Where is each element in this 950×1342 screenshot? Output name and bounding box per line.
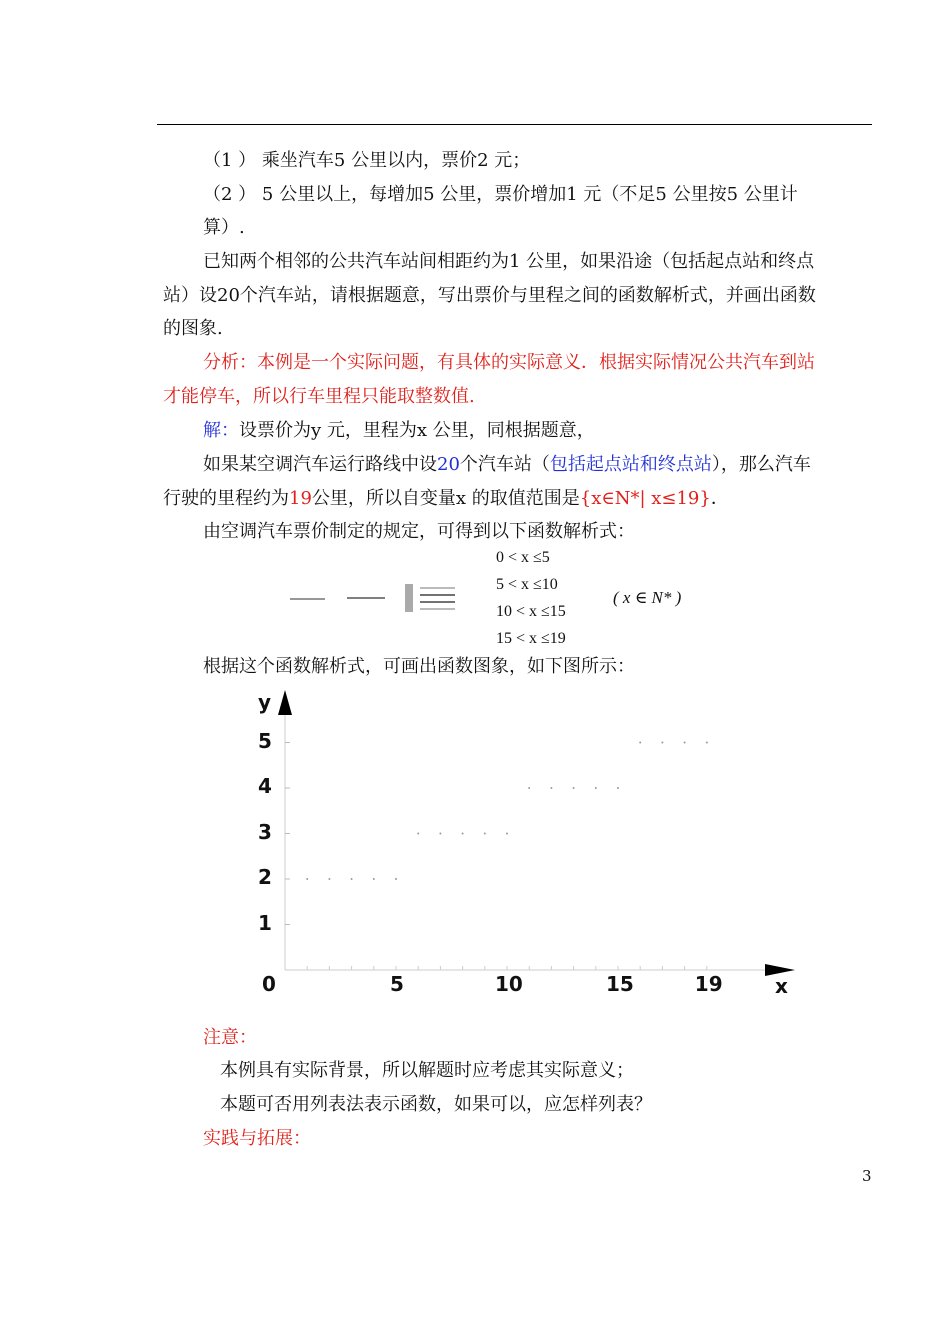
condition-range-3: 10 < x ≤15 (496, 603, 566, 620)
condition-1: （1 ） 乘坐汽车5 公里以内，票价2 元； (203, 150, 531, 171)
data-point (373, 878, 375, 880)
text-span: 个汽车站（ (459, 454, 550, 475)
highlight-19: 19 (289, 488, 312, 509)
data-point (684, 742, 686, 744)
domain-note: ( x ∈ N* ) (613, 588, 682, 607)
data-point (395, 878, 397, 880)
note-line-2: 本题可否用列表法表示函数，如果可以，应怎样列表？ (220, 1094, 652, 1115)
text-span: 如果某空调汽车运行路线中设 (203, 454, 437, 475)
condition-range-4: 15 < x ≤19 (496, 630, 566, 647)
highlight-stations: 包括起点站和终点站 (549, 454, 712, 475)
solution-label: 解： (203, 420, 239, 441)
text-span: 行驶的里程约为 (163, 488, 289, 509)
data-point (484, 833, 486, 835)
data-point (417, 833, 419, 835)
fare-chart (240, 685, 810, 1005)
text-span: 公里，所以自变量x 的取值范围是 (311, 488, 580, 509)
y-tick-label: 2 (258, 865, 272, 889)
note-label: 注意： (203, 1027, 257, 1048)
analysis-line-2: 才能停车，所以行车里程只能取整数值. (163, 386, 475, 407)
condition-range-2: 5 < x ≤10 (496, 576, 558, 593)
domain-set: {x∈N*| x≤19} (579, 488, 711, 509)
graph-intro: 根据这个函数解析式，可画出函数图象，如下图所示： (203, 656, 635, 677)
data-point (595, 787, 597, 789)
problem-line-3: 的图象. (163, 318, 223, 339)
x-tick-label: 0 (262, 972, 276, 996)
condition-2-cont: 算）. (203, 217, 245, 238)
header-rule (157, 124, 872, 125)
data-point (661, 742, 663, 744)
analysis-line-1: 分析：本例是一个实际问题，有具体的实际意义．根据实际情况公共汽车到站 (203, 352, 815, 373)
y-axis-label: y (258, 690, 272, 714)
y-tick-label: 1 (258, 910, 272, 935)
y-tick-label: 4 (258, 774, 272, 798)
formula-intro: 由空调汽车票价制定的规定，可得到以下函数解析式： (203, 521, 635, 542)
x-tick-label: 10 (495, 972, 523, 996)
x-tick-label: 5 (390, 972, 404, 996)
x-tick-label: 19 (694, 972, 723, 996)
data-point (706, 742, 708, 744)
data-point (528, 787, 530, 789)
paragraph-line-2 (163, 488, 729, 510)
page-number: 3 (862, 1167, 872, 1185)
note-line-1: 本例具有实际背景，所以解题时应考虑其实际意义； (220, 1060, 634, 1081)
practice-heading: 实践与拓展： (203, 1128, 311, 1149)
y-tick-label: 5 (258, 728, 272, 753)
text-span: ），那么汽车 (711, 454, 811, 475)
solution-line (203, 420, 595, 442)
data-point (462, 833, 464, 835)
data-point (617, 787, 619, 789)
highlight-20: 20 (437, 454, 460, 475)
data-point (306, 878, 308, 880)
data-point (573, 787, 575, 789)
formula-left-graphic (285, 578, 460, 618)
condition-range-1: 0 < x ≤5 (496, 549, 550, 566)
x-axis-label: x (775, 974, 788, 998)
data-point (351, 878, 353, 880)
x-tick-label: 15 (606, 972, 634, 996)
data-point (439, 833, 441, 835)
solution-text: 设票价为y 元，里程为x 公里，同根据题意， (239, 420, 595, 441)
data-point (506, 833, 508, 835)
data-point (550, 787, 552, 789)
data-point (639, 742, 641, 744)
y-tick-label: 3 (258, 819, 272, 844)
data-point (328, 878, 330, 880)
text-span: ． (710, 488, 729, 509)
condition-2: （2 ） 5 公里以上，每增加5 公里，票价增加1 元（不足5 公里按5 公里计 (203, 184, 798, 205)
problem-line-2: 站）设20个汽车站，请根据题意，写出票价与里程之间的函数解析式，并画出函数 (163, 285, 816, 306)
problem-line-1: 已知两个相邻的公共汽车站间相距约为1 公里，如果沿途（包括起点站和终点 (203, 251, 815, 272)
paragraph-line-1 (203, 454, 811, 476)
y-axis-arrow (278, 690, 292, 715)
